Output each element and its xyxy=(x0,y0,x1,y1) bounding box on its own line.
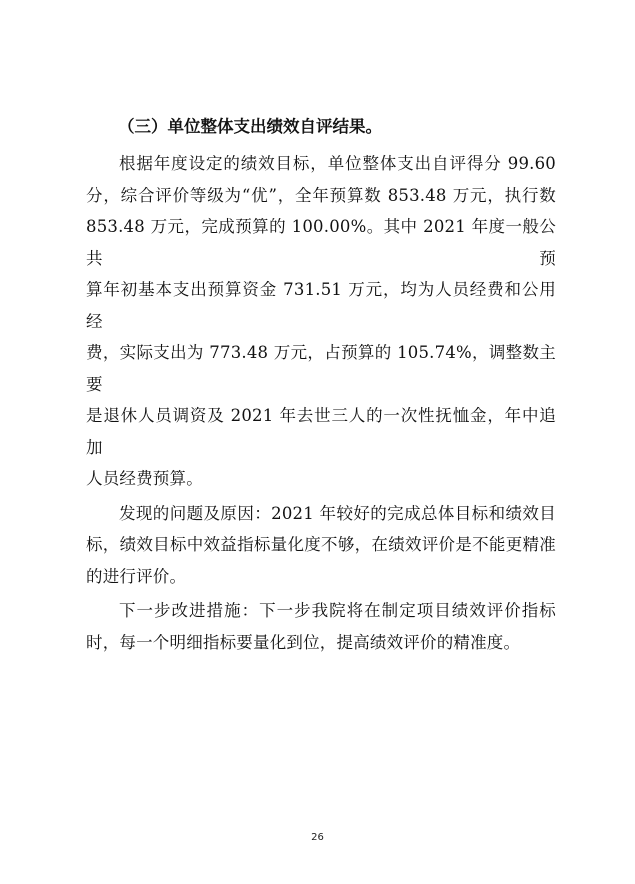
section-heading: （三）单位整体支出绩效自评结果。 xyxy=(118,117,382,136)
paragraph-improvements xyxy=(86,595,556,658)
paragraph-line: 时，每一个明细指标要量化到位，提高绩效评价的精准度。 xyxy=(86,632,521,652)
paragraph-line: 853.48 万元，完成预算的 100.00%。其中 2021 年度一般公共预 xyxy=(86,217,556,268)
paragraph-line: 标，绩效目标中效益指标量化度不够，在绩效评价是不能更精准 xyxy=(86,535,556,554)
paragraph-line: 下一步改进措施：下一步我院将在制定项目绩效评价指标 xyxy=(119,601,556,620)
paragraph-problems xyxy=(86,498,556,593)
paragraph-line: 人员经费预算。 xyxy=(86,469,203,488)
paragraph-line: 费，实际支出为 773.48 万元，占预算的 105.74%，调整数主要 xyxy=(86,343,556,394)
paragraph-results xyxy=(86,148,556,495)
page-number: 26 xyxy=(311,832,324,843)
paragraph-line: 分，综合评价等级为“优”，全年预算数 853.48 万元，执行数 xyxy=(86,185,556,205)
paragraph-line: 根据年度设定的绩效目标，单位整体支出自评得分 99.60 xyxy=(119,154,556,173)
paragraph-line: 的进行评价。 xyxy=(86,566,187,586)
document-body xyxy=(86,112,556,661)
paragraph-line: 算年初基本支出预算资金 731.51 万元，均为人员经费和公用经 xyxy=(86,280,556,331)
paragraph-line: 是退休人员调资及 2021 年去世三人的一次性抚恤金，年中追加 xyxy=(86,406,556,457)
paragraph-line: 发现的问题及原因：2021 年较好的完成总体目标和绩效目 xyxy=(119,503,556,523)
